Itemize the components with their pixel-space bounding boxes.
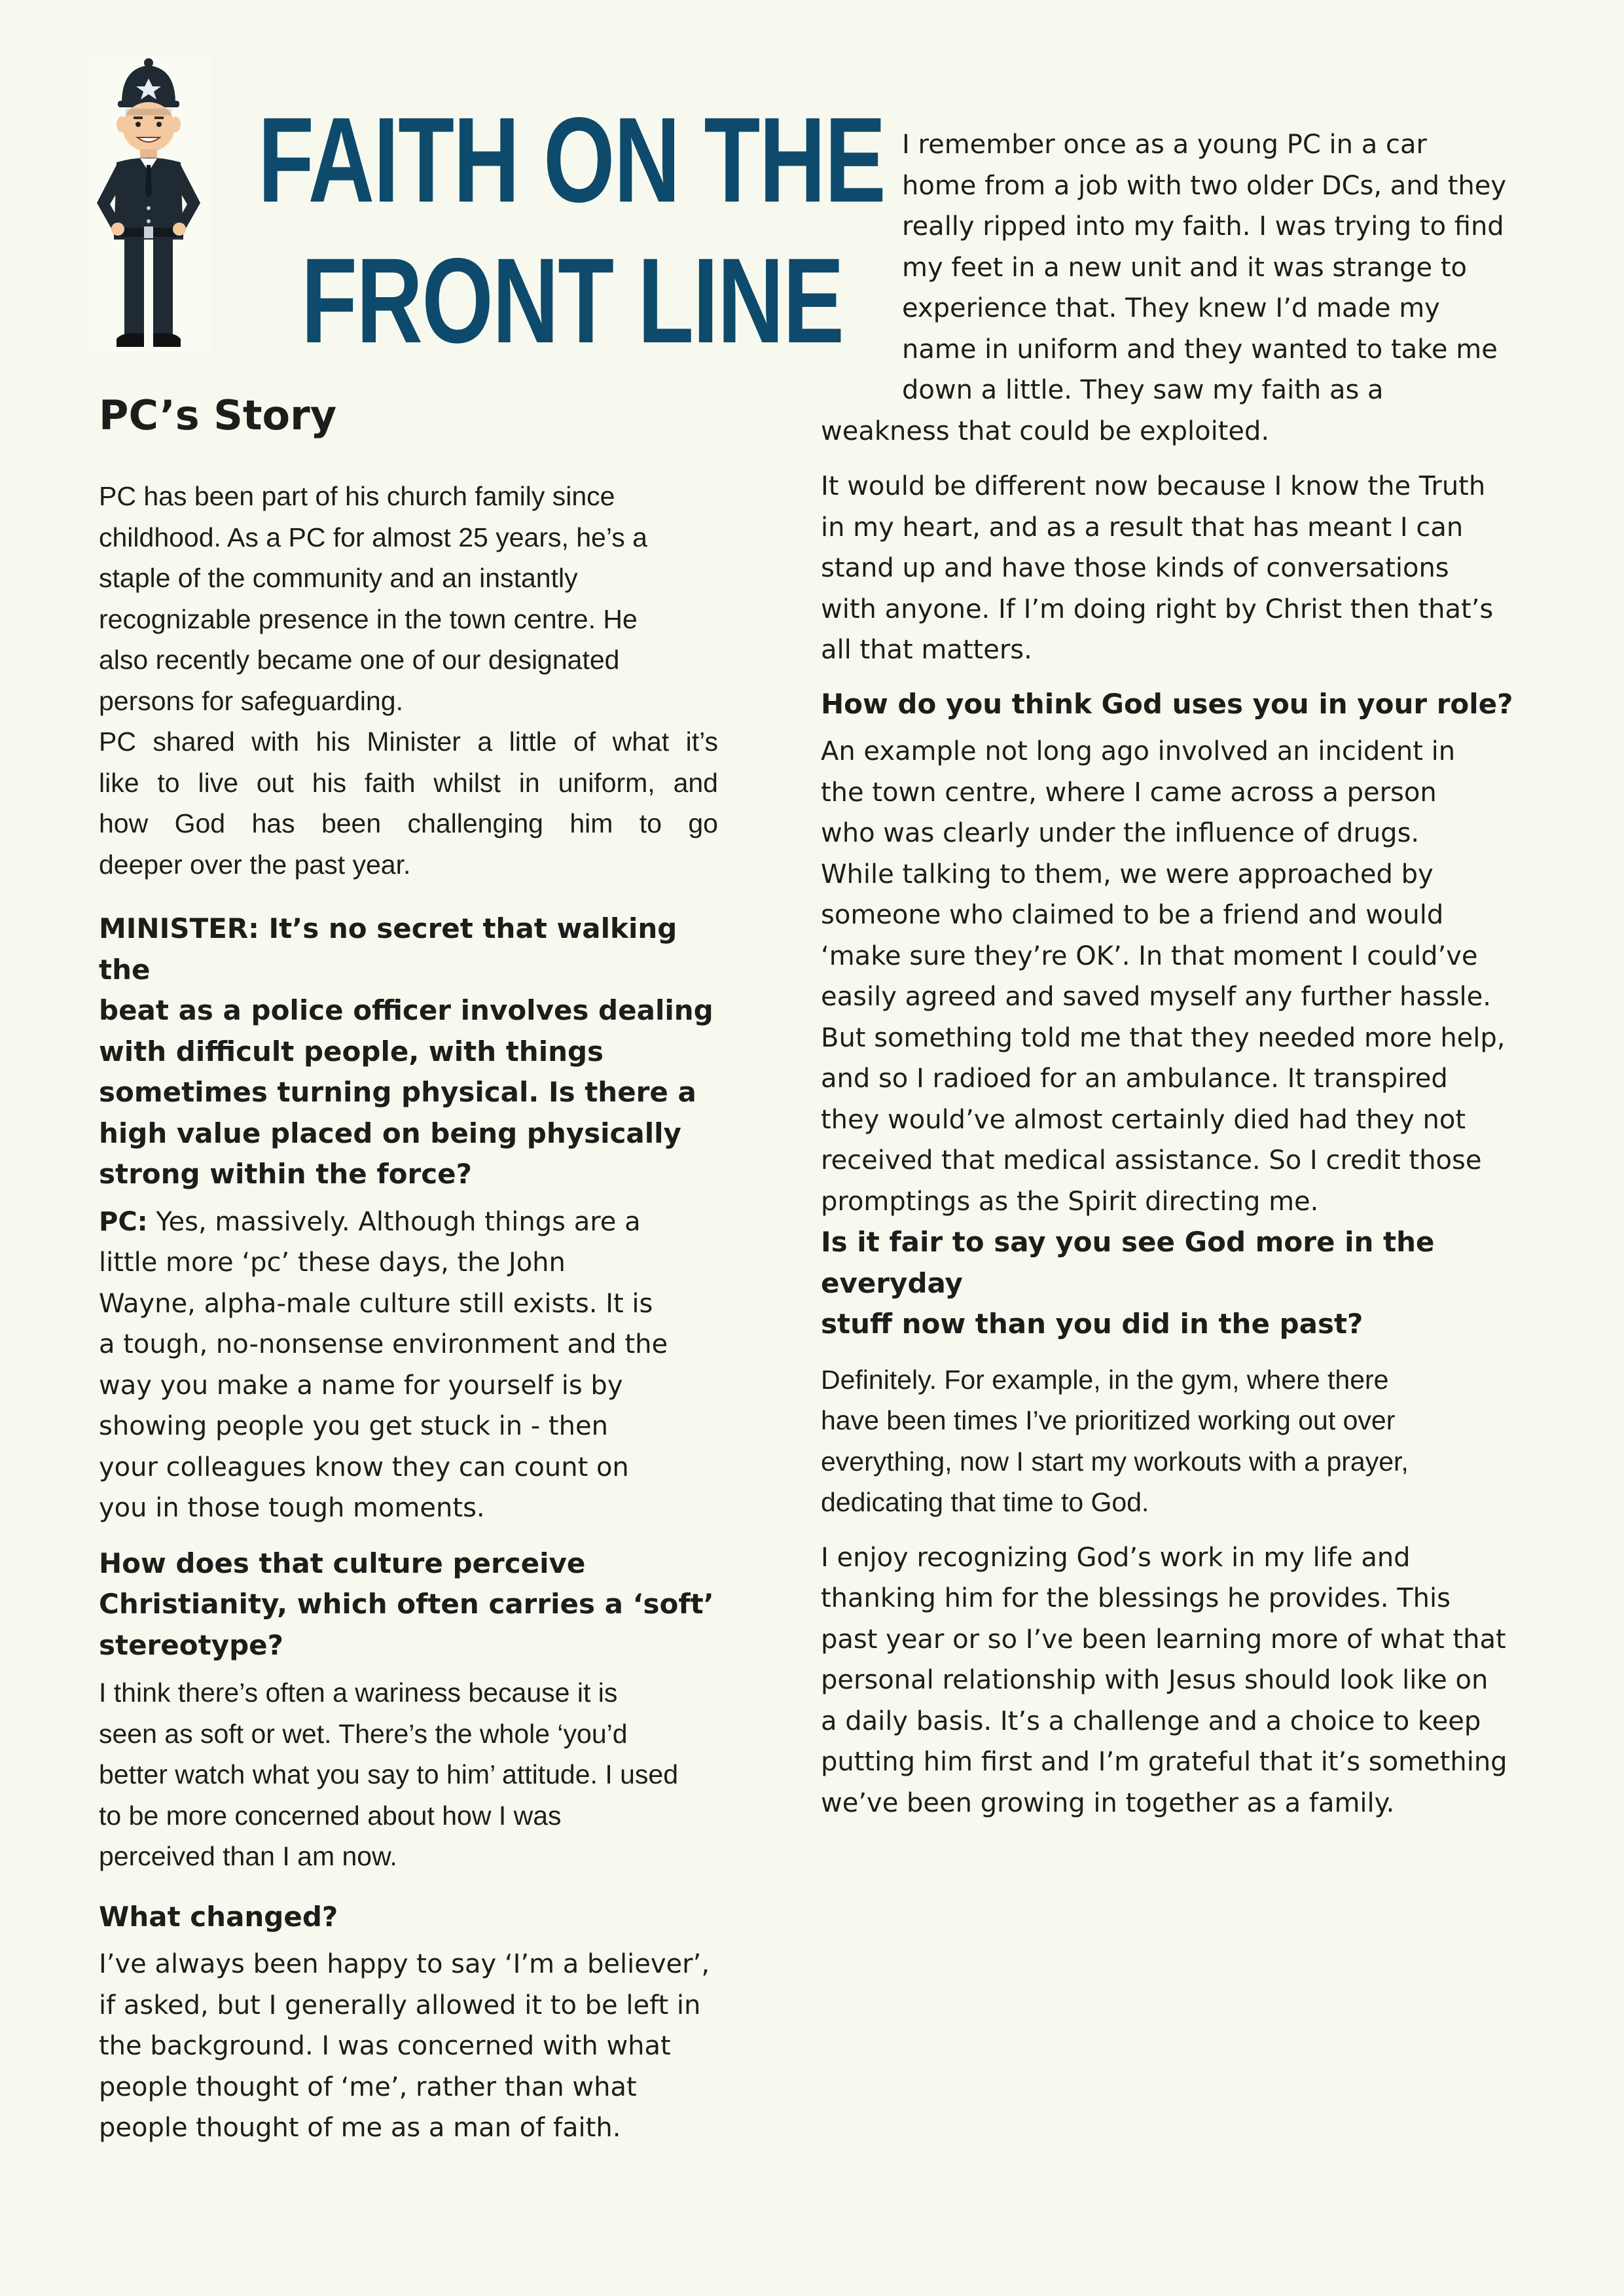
text-line: An example not long ago involved an incident in	[821, 736, 1456, 766]
question-what-changed: What changed?	[99, 1900, 338, 1933]
text-line: beat as a police officer involves dealing	[99, 994, 713, 1026]
text-line: everything, now I start my workouts with a prayer,	[821, 1446, 1409, 1477]
text-line: the background. I was concerned with what	[99, 2031, 671, 2061]
answer-physical-strength	[99, 1202, 718, 1529]
text-line: promptings as the Spirit directing me.	[821, 1186, 1319, 1217]
text-line: recognizable presence in the town centre. He	[99, 603, 638, 634]
truth-paragraph	[821, 466, 1538, 671]
text-line: PC shared with his Minister a little of what it’s	[99, 726, 718, 757]
text-line: putting him first and I’m grateful that it’s something	[821, 1747, 1507, 1777]
page-title-line-1: FAITH ON THE	[258, 93, 886, 228]
text-line: sometimes turning physical. Is there a	[99, 1076, 696, 1108]
text-line: MINISTER: It’s no secret that walking the	[99, 912, 677, 986]
text-line: my feet in a new unit and it was strange to	[902, 252, 1468, 283]
text-line: easily agreed and saved myself any further hassle.	[821, 982, 1491, 1012]
text-line: with anyone. If I’m doing right by Christ then that’s	[821, 594, 1494, 624]
text-line: dedicating that time to God.	[821, 1487, 1149, 1517]
text-line: also recently became one of our designated	[99, 645, 620, 675]
text-line: someone who claimed to be a friend and would	[821, 900, 1444, 930]
text-line: little more ‘pc’ these days, the John	[99, 1247, 566, 1278]
text-line: It would be different now because I know the Truth	[821, 471, 1486, 501]
text-line: While talking to them, we were approached by	[821, 859, 1434, 889]
closing-paragraph	[821, 1537, 1538, 1824]
left-column	[99, 389, 718, 2149]
text-line: to be more concerned about how I was	[99, 1800, 562, 1831]
text-line: Is it fair to say you see God more in the everyday	[821, 1226, 1435, 1299]
text-line: the town centre, where I came across a person	[821, 777, 1437, 808]
text-line: deeper over the past year.	[99, 849, 411, 880]
answer-god-uses-you	[821, 731, 1538, 1222]
intro-paragraph	[99, 476, 718, 721]
page-title-line-2: FRONT LINE	[301, 234, 844, 368]
shared-paragraph	[99, 721, 718, 885]
text-line: seen as soft or wet. There’s the whole ‘you’d	[99, 1718, 628, 1749]
question-culture	[99, 1543, 718, 1666]
text-line: Christianity, which often carries a ‘soft’	[99, 1588, 714, 1620]
text-line: persons for safeguarding.	[99, 685, 403, 716]
police-officer-icon	[88, 56, 209, 352]
answer-culture	[99, 1672, 718, 1877]
text-line: stand up and have those kinds of conversations	[821, 553, 1449, 583]
text-line: received that medical assistance. So I credit those	[821, 1145, 1482, 1175]
text-line: stereotype?	[99, 1628, 283, 1661]
text-line: past year or so I’ve been learning more of what that	[821, 1624, 1506, 1655]
text-line: all that matters.	[821, 635, 1032, 665]
text-line: people thought of me as a man of faith.	[99, 2113, 621, 2143]
text-line: like to live out his faith whilst in uniform, and	[99, 767, 718, 798]
answer-what-changed	[99, 1944, 718, 2149]
text-line: thanking him for the blessings he provides. This	[821, 1583, 1451, 1613]
text-line: Wayne, alpha-male culture still exists. It is	[99, 1288, 653, 1319]
text-line: way you make a name for yourself is by	[99, 1370, 623, 1401]
text-line: who was clearly under the influence of drugs.	[821, 818, 1420, 848]
text-line: really ripped into my faith. I was trying to find	[902, 211, 1504, 242]
text-line: personal relationship with Jesus should look like on	[821, 1665, 1489, 1695]
text-line: down a little. They saw my faith as a	[902, 375, 1384, 405]
text-line: you in those tough moments.	[99, 1493, 485, 1523]
text-line: a daily basis. It’s a challenge and a choice to keep	[821, 1706, 1481, 1736]
text-line: how God has been challenging him to go	[99, 808, 718, 838]
text-line: strong within the force?	[99, 1158, 472, 1190]
text-line: showing people you get stuck in - then	[99, 1411, 608, 1441]
text-line: perceived than I am now.	[99, 1841, 397, 1871]
text-line: childhood. As a PC for almost 25 years, he’s a	[99, 522, 647, 552]
text-line: they would’ve almost certainly died had they not	[821, 1104, 1466, 1135]
text-line: But something told me that they needed more help,	[821, 1022, 1506, 1053]
text-line: have been times I’ve prioritized working out over	[821, 1405, 1396, 1435]
text-line: ‘make sure they’re OK’. In that moment I could’ve	[821, 941, 1478, 971]
text-line	[99, 1202, 718, 1243]
text-line: name in uniform and they wanted to take me	[902, 334, 1498, 365]
text-line: if asked, but I generally allowed it to be left in	[99, 1990, 701, 2020]
question-everyday	[821, 1222, 1538, 1345]
text-line: people thought of ‘me’, rather than what	[99, 2072, 637, 2102]
text-line: we’ve been growing in together as a family.	[821, 1787, 1395, 1818]
answer-everyday	[821, 1359, 1538, 1523]
story-heading: PC’s Story	[99, 391, 337, 439]
right-column	[821, 124, 1538, 1823]
text-line: and so I radioed for an ambulance. It transpired	[821, 1064, 1448, 1094]
text-line: staple of the community and an instantly	[99, 563, 578, 593]
text-line: I’ve always been happy to say ‘I’m a believer’,	[99, 1949, 710, 1979]
text-line: high value placed on being physically	[99, 1117, 681, 1149]
text-line: Definitely. For example, in the gym, where there	[821, 1364, 1389, 1395]
question-physical-strength	[99, 908, 718, 1195]
text-line: a tough, no-nonsense environment and the	[99, 1329, 668, 1359]
car-story-paragraph	[821, 124, 1538, 452]
text-line: in my heart, and as a result that has meant I can	[821, 512, 1464, 543]
text-line: I enjoy recognizing God’s work in my life and	[821, 1542, 1411, 1573]
text-line: weakness that could be exploited.	[821, 416, 1270, 446]
text-line: stuff now than you did in the past?	[821, 1308, 1363, 1340]
question-god-uses-you: How do you think God uses you in your role?	[821, 687, 1513, 720]
text-line: better watch what you say to him’ attitude. I used	[99, 1759, 679, 1789]
text-line: with difficult people, with things	[99, 1035, 604, 1067]
text-line: I remember once as a young PC in a car	[902, 130, 1427, 160]
text-line: PC has been part of his church family since	[99, 481, 615, 511]
text-line: home from a job with two older DCs, and they	[902, 170, 1507, 201]
text-line: I think there’s often a wariness because it is	[99, 1677, 618, 1708]
text-line: experience that. They knew I’d made my	[902, 293, 1440, 323]
text-line: your colleagues know they can count on	[99, 1452, 629, 1482]
text-line: How does that culture perceive	[99, 1547, 586, 1579]
text-span: Yes, massively. Although things are a	[147, 1206, 641, 1237]
speaker-label: PC:	[99, 1206, 148, 1237]
